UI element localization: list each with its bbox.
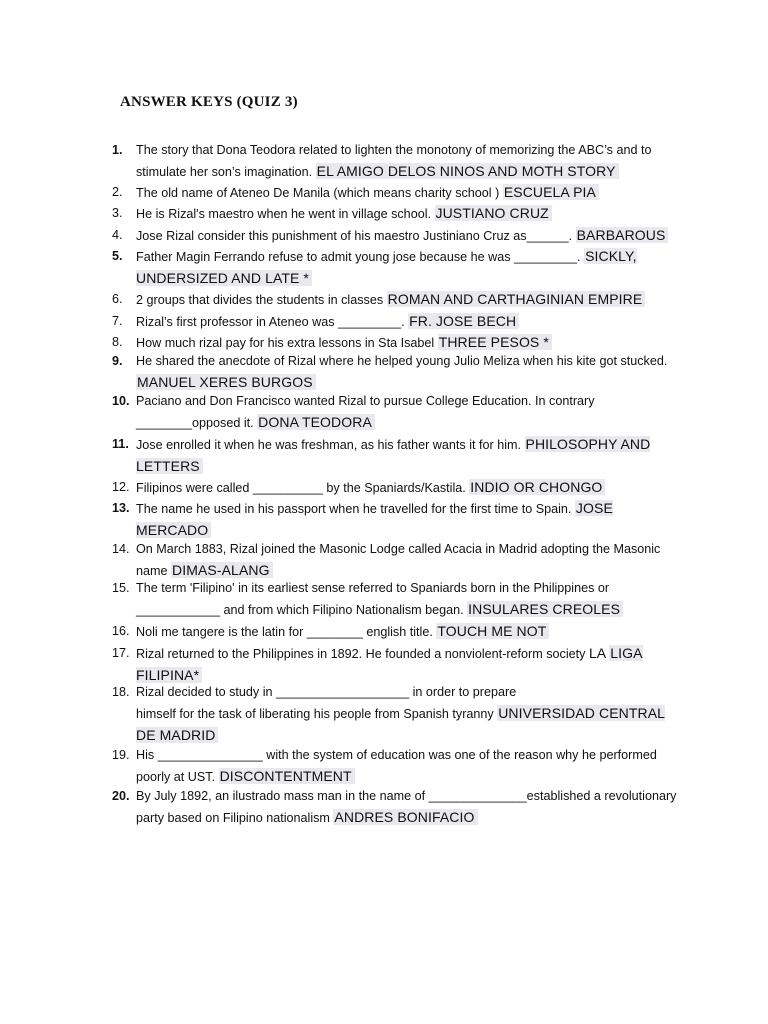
answer-highlight: EL AMIGO DELOS NINOS AND MOTH STORY	[316, 163, 619, 179]
answer-prefix: LA	[588, 645, 610, 661]
question-7	[112, 311, 682, 333]
answer-highlight: ROMAN AND CARTHAGINIAN EMPIRE	[387, 291, 646, 307]
question-number: 5.	[112, 249, 123, 263]
answer-highlight: MANUEL XERES BURGOS	[136, 374, 316, 390]
question-text: How much rizal pay for his extra lessons in Sta Isabel	[136, 336, 438, 350]
question-number: 20.	[112, 789, 130, 803]
question-number: 1.	[112, 143, 123, 157]
question-text: Paciano and Don Francisco wanted Rizal to pursue College Education. In contrary ________opposed it.	[136, 394, 595, 430]
question-number: 17.	[112, 646, 130, 660]
question-text: He shared the anecdote of Rizal where he helped young Julio Meliza when his kite got stucked.	[136, 354, 668, 368]
question-9	[112, 351, 682, 394]
question-16	[112, 621, 682, 643]
question-15	[112, 578, 682, 621]
question-1	[112, 140, 682, 183]
question-number: 18.	[112, 685, 130, 699]
question-number: 14.	[112, 542, 130, 556]
answer-highlight: LIGA FILIPINA*	[136, 645, 643, 683]
question-number: 15.	[112, 581, 130, 595]
answer-highlight: UNIVERSIDAD CENTRAL DE MADRID	[136, 705, 666, 743]
question-5	[112, 246, 682, 290]
question-number: 10.	[112, 394, 130, 408]
question-2	[112, 182, 682, 204]
question-19	[112, 745, 682, 788]
question-text: His _______________ with the system of education was one of the reason why he performed poorly at UST.	[136, 748, 657, 784]
answer-highlight: JOSE MERCADO	[136, 500, 613, 538]
question-20	[112, 786, 682, 829]
question-text: Jose enrolled it when he was freshman, as his father wants it for him.	[136, 438, 525, 452]
answer-highlight: INSULARES CREOLES	[467, 601, 623, 617]
question-text: Rizal’s first professor in Ateneo was _________.	[136, 315, 409, 329]
question-11	[112, 434, 682, 478]
question-text: The old name of Ateneo De Manila (which means charity school )	[136, 186, 503, 200]
question-number: 8.	[112, 335, 123, 349]
question-6	[112, 289, 682, 311]
question-number: 13.	[112, 501, 130, 515]
question-text-continued: himself for the task of liberating his people from Spanish tyranny	[136, 707, 498, 721]
question-number: 12.	[112, 480, 130, 494]
answer-highlight: BARBAROUS	[576, 227, 669, 243]
answer-highlight: TOUCH ME NOT	[436, 623, 549, 639]
question-number: 11.	[112, 437, 129, 451]
question-text: By July 1892, an ilustrado mass man in the name of ______________established a revolutionary party based on Filipino nationalism	[136, 789, 677, 825]
question-number: 3.	[112, 206, 123, 220]
answer-highlight: INDIO OR CHONGO	[469, 479, 605, 495]
question-number: 2.	[112, 185, 123, 199]
question-text: 2 groups that divides the students in classes	[136, 293, 387, 307]
answer-highlight: FR. JOSE BECH	[408, 313, 519, 329]
question-number: 6.	[112, 292, 123, 306]
question-text: Rizal returned to the Philippines in 1892. He founded a nonviolent-reform society	[136, 647, 589, 661]
question-18	[112, 682, 682, 747]
question-17	[112, 643, 682, 687]
answer-highlight: THREE PESOS *	[438, 334, 552, 350]
page-title: ANSWER KEYS (QUIZ 3)	[120, 94, 298, 110]
question-number: 7.	[112, 314, 123, 328]
answer-highlight: DONA TEODORA	[257, 414, 375, 430]
answer-highlight: DIMAS-ALANG	[171, 562, 273, 578]
question-text: Rizal decided to study in ___________________ in order to prepare	[136, 685, 517, 699]
question-number: 16.	[112, 624, 130, 638]
question-text: The term 'Filipino' in its earliest sense referred to Spaniards born in the Philippines or ____________ and from which Filipino Nationalism began.	[136, 581, 610, 617]
answer-highlight: JUSTIANO CRUZ	[435, 205, 552, 221]
answer-highlight: ESCUELA PIA	[503, 184, 599, 200]
question-text: The story that Dona Teodora related to lighten the monotony of memorizing the ABC’s and to stimulate her son’s imagination.	[136, 143, 652, 179]
question-10	[112, 391, 682, 434]
question-text: The name he used in his passport when he travelled for the first time to Spain.	[136, 502, 575, 516]
question-4	[112, 225, 682, 247]
question-14	[112, 539, 682, 582]
answer-highlight: ANDRES BONIFACIO	[333, 809, 477, 825]
question-number: 4.	[112, 228, 123, 242]
answer-highlight: PHILOSOPHY AND LETTERS	[136, 436, 651, 474]
question-3	[112, 203, 682, 225]
question-text: Father Magin Ferrando refuse to admit young jose because he was _________.	[136, 250, 585, 264]
question-number: 19.	[112, 748, 130, 762]
question-12	[112, 477, 682, 499]
question-13	[112, 498, 682, 542]
question-text: Filipinos were called __________ by the Spaniards/Kastila.	[136, 481, 470, 495]
question-text: He is Rizal's maestro when he went in village school.	[136, 207, 435, 221]
question-text: Jose Rizal consider this punishment of his maestro Justiniano Cruz as______.	[136, 229, 576, 243]
question-number: 9.	[112, 354, 123, 368]
question-text: On March 1883, Rizal joined the Masonic Lodge called Acacia in Madrid adopting the Masonic name	[136, 542, 661, 578]
answer-highlight: DISCONTENTMENT	[219, 768, 355, 784]
answer-highlight: SICKLY, UNDERSIZED AND LATE *	[136, 248, 637, 286]
question-text: Noli me tangere is the latin for ________ english title.	[136, 625, 437, 639]
